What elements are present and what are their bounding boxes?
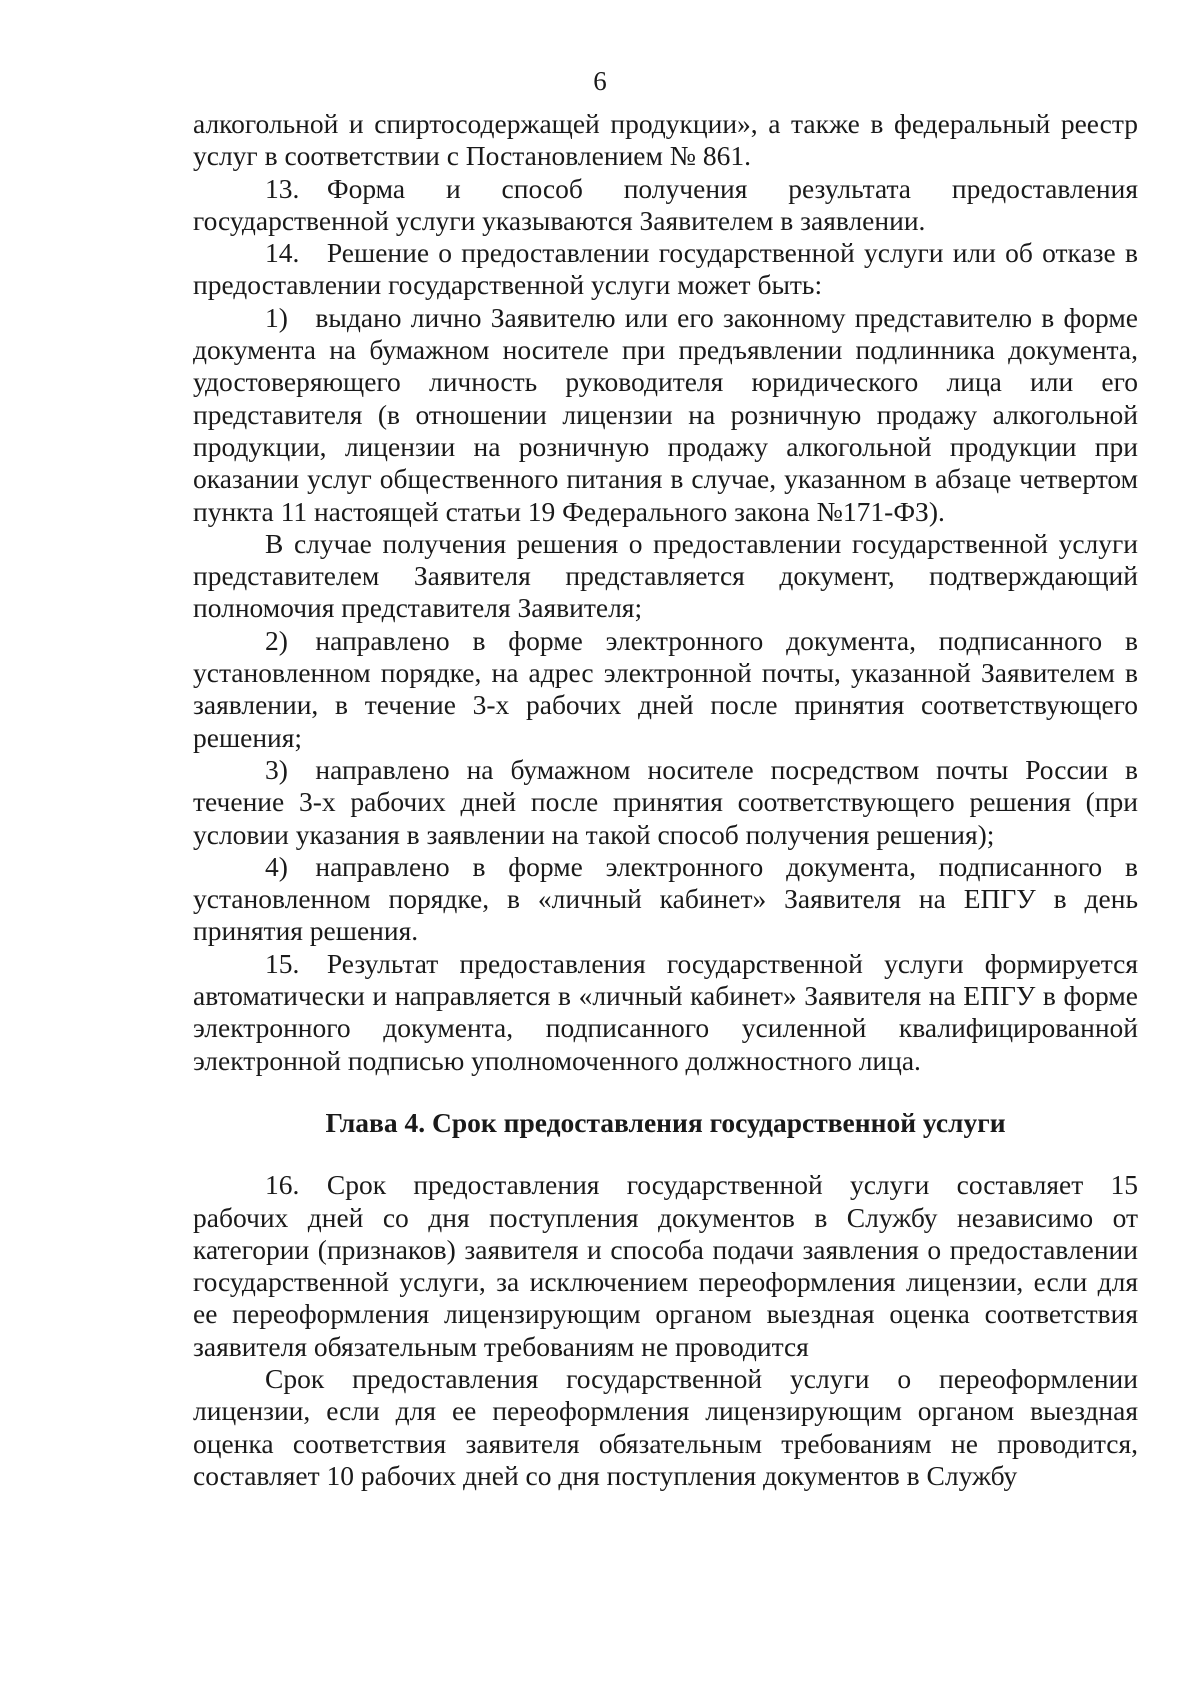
list-item-2: 2) направлено в форме электронного документа, подписанного в установленном порядке, на адрес электронной почты, указанной Заявителем в заявлении, в течение 3-х рабочих дней после принятия соответствующего решения; bbox=[193, 624, 1138, 753]
paragraph-representative: В случае получения решения о предоставлении государственной услуги представителем Заявителя представляется документ, подтверждающий полномочия представителя Заявителя; bbox=[193, 527, 1138, 624]
list-item-3: 3) направлено на бумажном носителе посредством почты России в течение 3-х рабочих дней после принятия соответствующего решения (при условии указания в заявлении на такой способ получения решения); bbox=[193, 753, 1138, 850]
paragraph-14: 14. Решение о предоставлении государственной услуги или об отказе в предоставлении государственной услуги может быть: bbox=[193, 237, 1138, 301]
chapter-heading: Глава 4. Срок предоставления государственной услуги bbox=[325, 1106, 1006, 1138]
paragraph-16: 16. Срок предоставления государственной услуги составляет 15 рабочих дней со дня поступления документов в Службу независимо от категории (признаков) заявителя и способа подачи заявления о предоставлении государственной услуги, за исключением переоформления лицензии, если для ее переоформления лицензирующим органом выездная оценка соответствия заявителя обязательным требованиям не проводится bbox=[193, 1169, 1138, 1362]
document-body bbox=[193, 108, 1138, 1492]
paragraph-13: 13. Форма и способ получения результата предоставления государственной услуги указываются Заявителем в заявлении. bbox=[193, 172, 1138, 236]
paragraph-15: 15. Результат предоставления государственной услуги формируется автоматически и направляется в «личный кабинет» Заявителя на ЕПГУ в форме электронного документа, подписанного усиленной квалифицированной электронной подписью уполномоченного должностного лица. bbox=[193, 947, 1138, 1076]
list-item-1: 1) выдано лично Заявителю или его законному представителю в форме документа на бумажном носителе при предъявлении подлинника документа, удостоверяющего личность руководителя юридического лица или его представителя (в отношении лицензии на розничную продажу алкогольной продукции, лицензии на розничную продажу алкогольной продукции при оказании услуг общественного питания в случае, указанном в абзаце четвертом пункта 11 настоящей статьи 19 Федерального закона №171-ФЗ). bbox=[193, 301, 1138, 527]
page-number: 6 bbox=[593, 66, 607, 96]
list-item-4: 4) направлено в форме электронного документа, подписанного в установленном порядке, в «личный кабинет» Заявителя на ЕПГУ в день принятия решения. bbox=[193, 850, 1138, 947]
paragraph-reissue-term: Срок предоставления государственной услуги о переоформлении лицензии, если для ее переоформления лицензирующим органом выездная оценка соответствия заявителя обязательным требованиям не проводится, составляет 10 рабочих дней со дня поступления документов в Службу bbox=[193, 1362, 1138, 1491]
paragraph-continuation: алкогольной и спиртосодержащей продукции», а также в федеральный реестр услуг в соответствии с Постановлением № 861. bbox=[193, 108, 1138, 172]
